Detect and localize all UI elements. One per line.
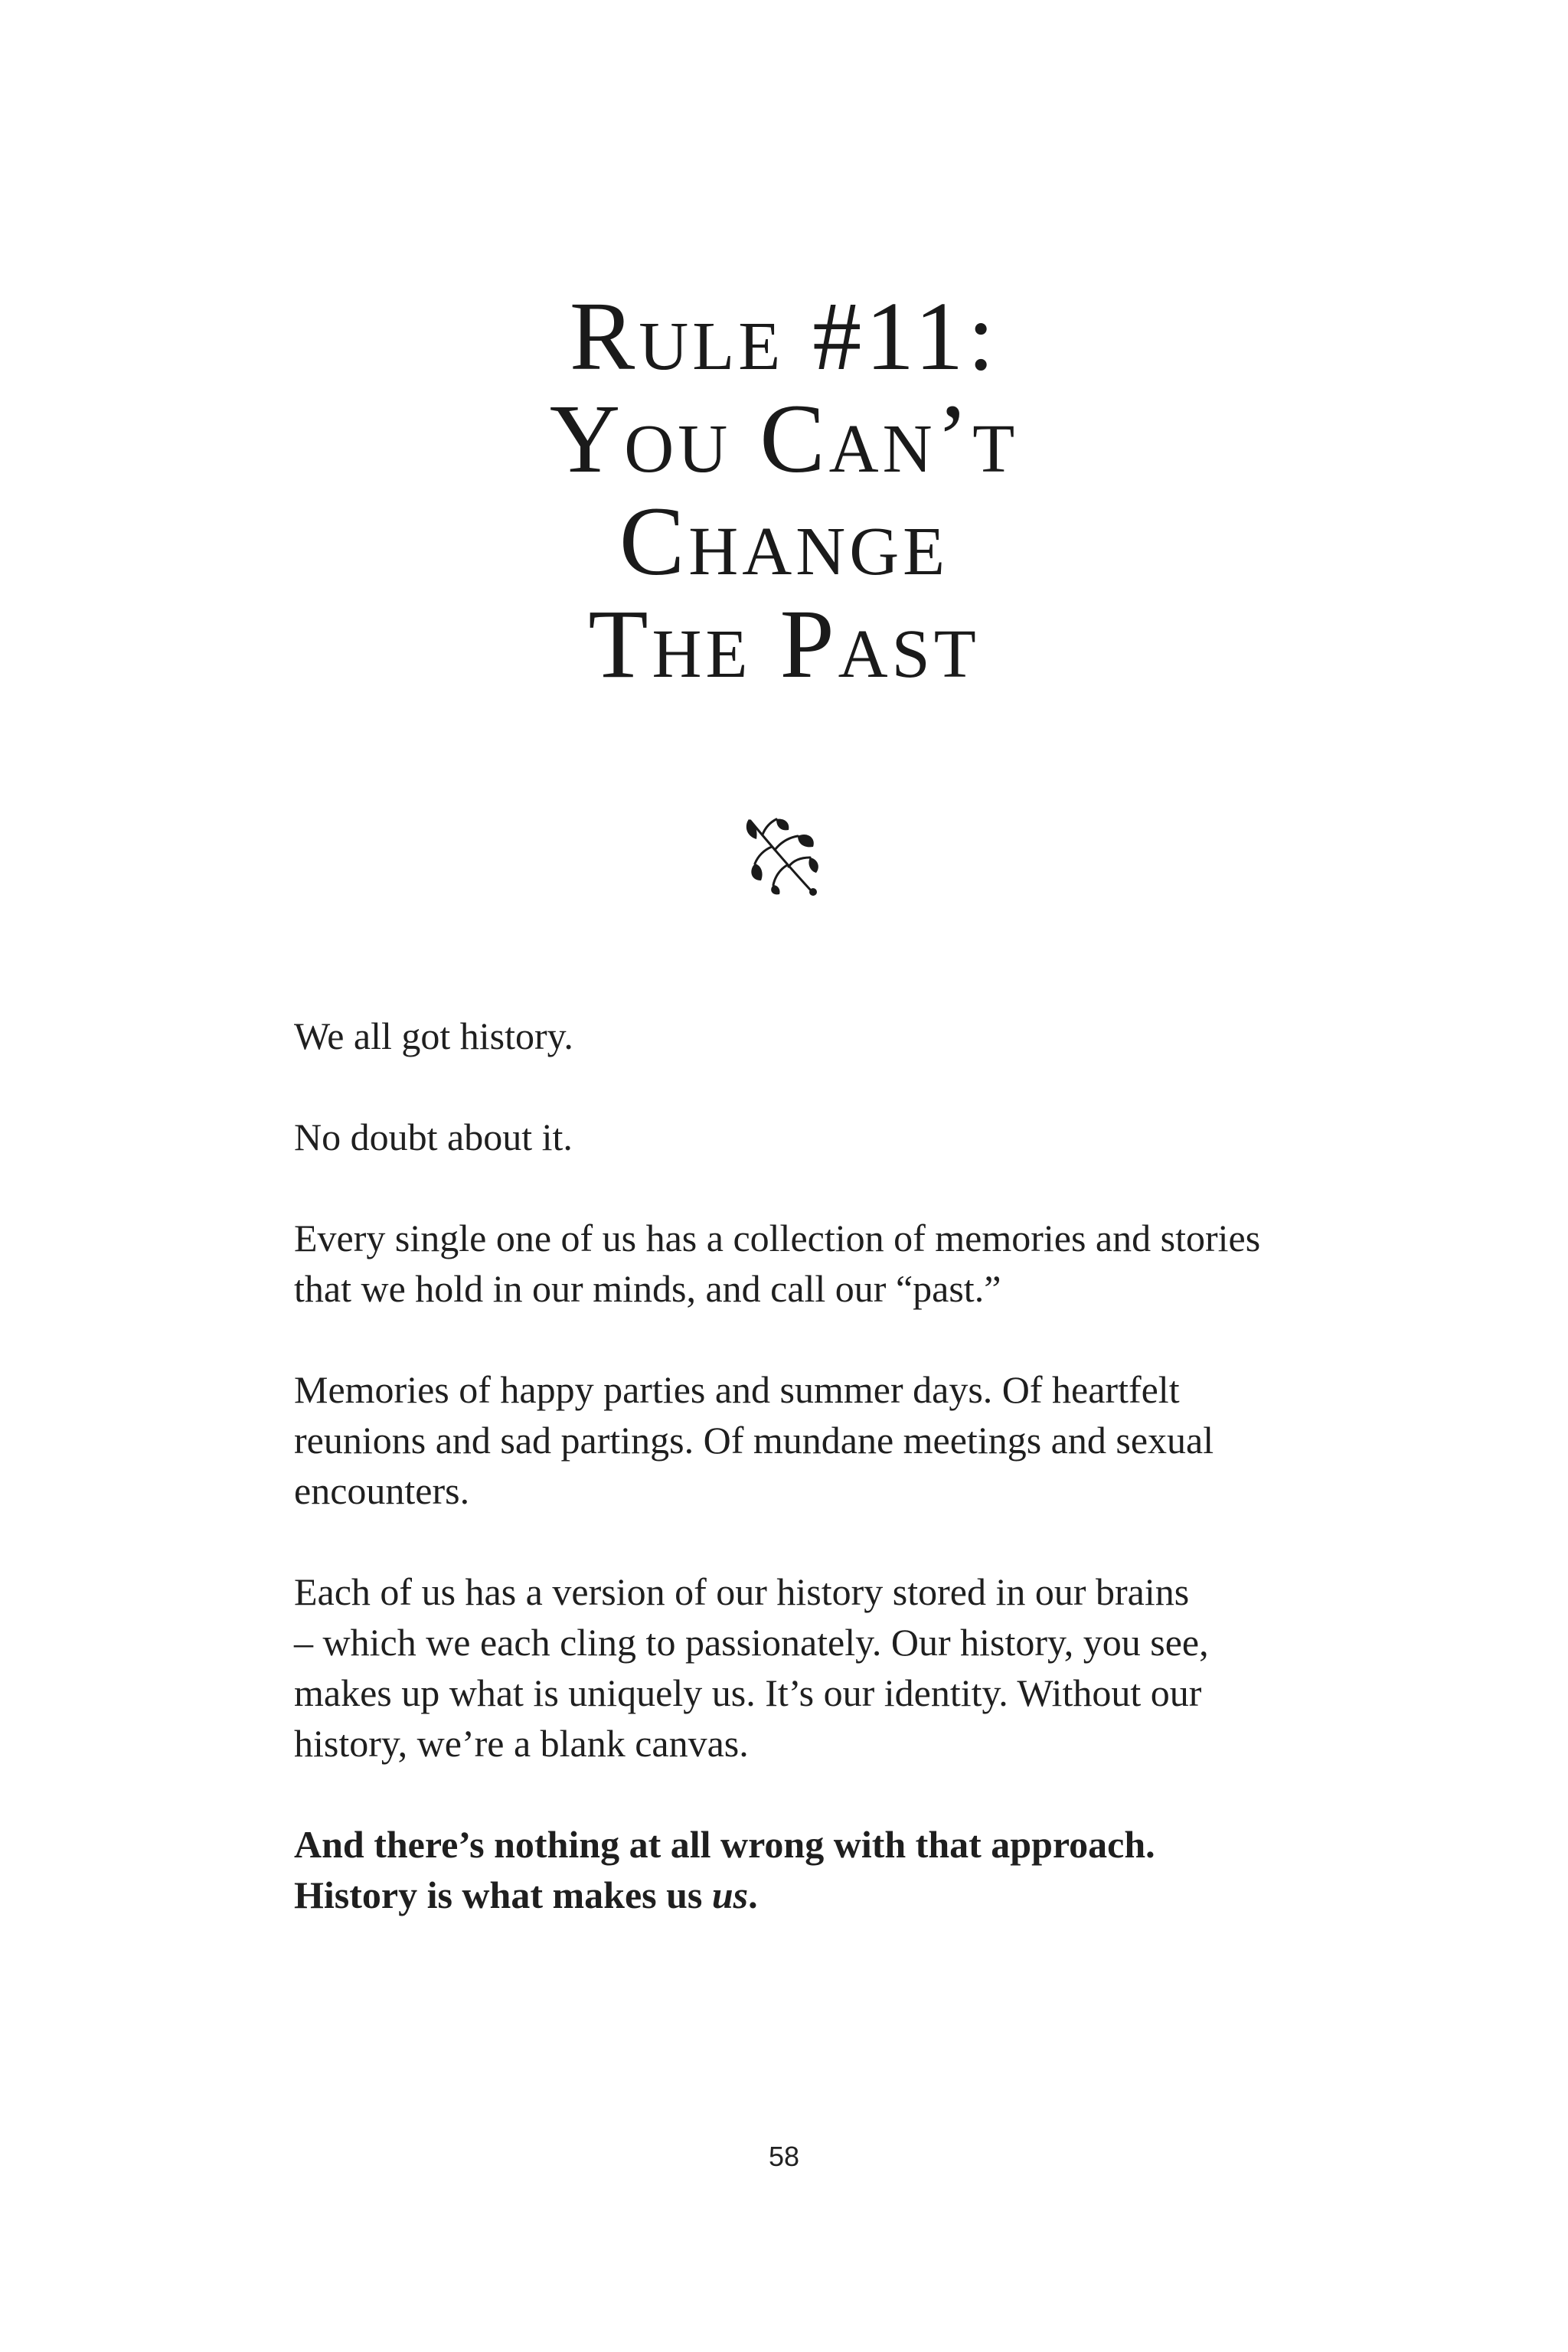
- chapter-title-line: The Past: [588, 590, 980, 698]
- emphasis-paragraph: [294, 1819, 1289, 1920]
- paragraph: [294, 1364, 1289, 1516]
- page-number: 58: [768, 2141, 800, 2172]
- chapter-title-line: Change: [619, 487, 949, 596]
- paragraph-line: encounters.: [294, 1469, 470, 1512]
- paragraph-line: Memories of happy parties and summer days. Of heartfelt: [294, 1368, 1180, 1411]
- paragraph: [294, 1112, 1289, 1162]
- paragraph: [294, 1213, 1289, 1314]
- chapter-title: [0, 282, 1568, 698]
- paragraph-line: that we hold in our minds, and call our “past.”: [294, 1267, 1001, 1310]
- leaf-sprig-icon: [743, 816, 822, 897]
- paragraph-line: Each of us has a version of our history stored in our brains: [294, 1570, 1190, 1613]
- paragraph: [294, 1566, 1289, 1769]
- paragraph-line: history, we’re a blank canvas.: [294, 1722, 749, 1765]
- paragraph: [294, 1011, 1289, 1061]
- paragraph-line: – which we each cling to passionately. Our history, you see,: [294, 1621, 1209, 1664]
- paragraph-line: No doubt about it.: [294, 1116, 573, 1158]
- paragraph-line: We all got history.: [294, 1014, 573, 1057]
- chapter-body: [294, 1011, 1289, 1971]
- paragraph-line: reunions and sad partings. Of mundane meetings and sexual: [294, 1419, 1214, 1462]
- emphasis-italic-word: us: [711, 1873, 749, 1916]
- chapter-title-line: Rule #11:: [569, 282, 999, 390]
- paragraph-line: Every single one of us has a collection of memories and stories: [294, 1217, 1261, 1259]
- emphasis-period: .: [748, 1873, 758, 1916]
- paragraph-line: makes up what is uniquely us. It’s our identity. Without our: [294, 1671, 1202, 1714]
- emphasis-line: [294, 1870, 1289, 1920]
- emphasis-text: History is what makes us: [294, 1873, 712, 1916]
- emphasis-line: And there’s nothing at all wrong with that approach.: [294, 1823, 1155, 1866]
- chapter-title-line: You Can’t: [549, 384, 1019, 493]
